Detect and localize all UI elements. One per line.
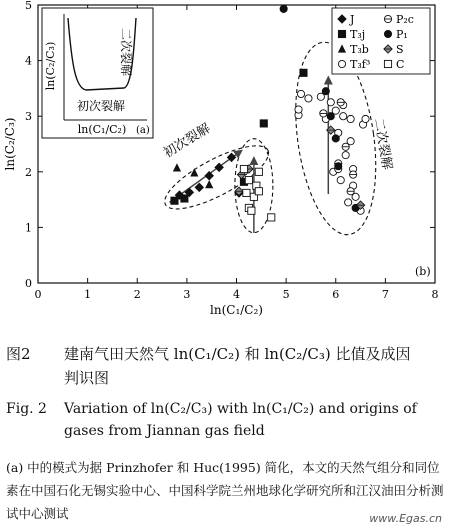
- x-tick-label: 1: [84, 288, 92, 301]
- data-point-circle-filled: [280, 5, 287, 12]
- legend-label: P₂c: [396, 13, 414, 26]
- data-point-circle-open: [297, 90, 304, 97]
- data-point-diamond-filled: [195, 183, 203, 191]
- inset-x-label: ln(C₁/C₂): [77, 123, 127, 136]
- caption-en-title-2: gases from Jiannan gas field: [64, 423, 265, 439]
- data-point-diamond-filled: [205, 171, 213, 179]
- data-point-circle-open: [337, 177, 344, 184]
- legend-marker: [384, 30, 391, 37]
- caption-english: [6, 398, 444, 442]
- legend-marker: [338, 30, 345, 37]
- data-point-circle-filled: [332, 135, 339, 142]
- data-point-square-open: [268, 214, 275, 221]
- x-tick-label: 5: [282, 288, 290, 301]
- data-point-square-filled: [260, 120, 267, 127]
- caption-cn-label: 图2: [6, 345, 31, 363]
- data-point-square-filled: [171, 197, 178, 204]
- caption-chinese: [6, 342, 444, 390]
- data-point-circle-filled: [335, 163, 342, 170]
- annotation-secondary-cracking: 二次裂解: [370, 117, 395, 171]
- legend-box: [332, 8, 430, 74]
- y-tick-label: 1: [25, 221, 32, 235]
- data-point-circle-open: [342, 152, 349, 159]
- y-tick-label: 5: [25, 0, 32, 12]
- data-point-triangle-filled: [173, 163, 181, 171]
- data-point-circle-open: [362, 115, 369, 122]
- inset-panel-a: [42, 8, 153, 138]
- x-tick-label: 6: [332, 288, 340, 301]
- inset-y-label: ln(C₂/C₃): [44, 41, 57, 91]
- data-point-triangle-filled: [205, 180, 213, 188]
- data-point-square-open: [255, 168, 262, 175]
- inset-primary-text: 初次裂解: [77, 99, 126, 113]
- data-point-circle-crossed: [337, 99, 344, 106]
- data-point-circle-filled: [327, 113, 334, 120]
- legend-label: P₁: [396, 28, 408, 41]
- y-tick-label: 2: [25, 165, 32, 179]
- data-point-circle-open: [295, 106, 302, 113]
- data-point-square-filled: [181, 195, 188, 202]
- legend-marker: [384, 15, 391, 22]
- data-point-square-open: [245, 177, 252, 184]
- legend-label: C: [396, 58, 405, 71]
- data-point-circle-crossed: [320, 110, 327, 117]
- x-tick-label: 7: [381, 288, 389, 301]
- caption-en-label: Fig. 2: [6, 401, 47, 417]
- data-point-square-open: [240, 165, 247, 172]
- legend-marker: [384, 60, 391, 67]
- legend-label: S: [396, 43, 404, 56]
- x-tick-label: 8: [431, 288, 439, 301]
- data-point-square-filled: [300, 69, 307, 76]
- y-tick-label: 4: [25, 54, 32, 68]
- caption-cn-title-1: 建南气田天然气 ln(C₁/C₂) 和 ln(C₂/C₃) 比值及成因: [64, 345, 411, 363]
- watermark-text: www.Egas.cn: [369, 512, 442, 525]
- x-tick-label: 4: [233, 288, 240, 301]
- data-point-circle-crossed: [342, 143, 349, 150]
- data-point-circle-open: [345, 199, 352, 206]
- data-point-circle-filled: [322, 88, 329, 95]
- x-tick-label: 3: [183, 288, 191, 301]
- x-axis-label: ln(C₁/C₂): [210, 303, 263, 317]
- data-point-circle-crossed: [350, 171, 357, 178]
- x-tick-label: 2: [133, 288, 141, 301]
- legend-label: J: [350, 13, 355, 26]
- annotation-primary-cracking: 初次裂解: [161, 121, 214, 162]
- data-point-square-open: [248, 207, 255, 214]
- data-point-square-open: [243, 189, 250, 196]
- data-point-square-open: [255, 188, 262, 195]
- legend-label: T₃f³: [350, 58, 371, 71]
- y-tick-label: 0: [25, 277, 32, 290]
- x-tick-label: 0: [34, 288, 42, 301]
- inset-secondary-text: 二次裂解: [119, 28, 133, 77]
- data-point-circle-open: [305, 95, 312, 102]
- legend-label: T₃j: [350, 28, 366, 41]
- data-point-circle-crossed: [347, 188, 354, 195]
- data-point-circle-open: [340, 113, 347, 120]
- data-point-circle-open: [327, 99, 334, 106]
- caption-en-title-1: Variation of ln(C₂/C₃) with ln(C₁/C₂) and origins of: [64, 401, 417, 417]
- legend-marker: [338, 60, 345, 67]
- data-point-circle-open: [347, 115, 354, 122]
- y-tick-label: 3: [25, 110, 32, 124]
- y-axis-label: ln(C₂/C₃): [3, 117, 17, 171]
- figure-note: (a) 中的模式为据 Prinzhofer 和 Huc(1995) 简化，本文的天然气组分和同位素在中国石化无锡实验中心、中国科学院兰州地球化学研究所和江汉油田分析测试中心测试: [6, 460, 444, 521]
- data-point-triangle-filled: [190, 168, 198, 176]
- caption-cn-title-2: 判识图: [64, 369, 110, 387]
- legend-label: T₃b: [350, 43, 369, 56]
- panel-label-b: (b): [415, 265, 431, 278]
- inset-panel-label: (a): [136, 125, 150, 136]
